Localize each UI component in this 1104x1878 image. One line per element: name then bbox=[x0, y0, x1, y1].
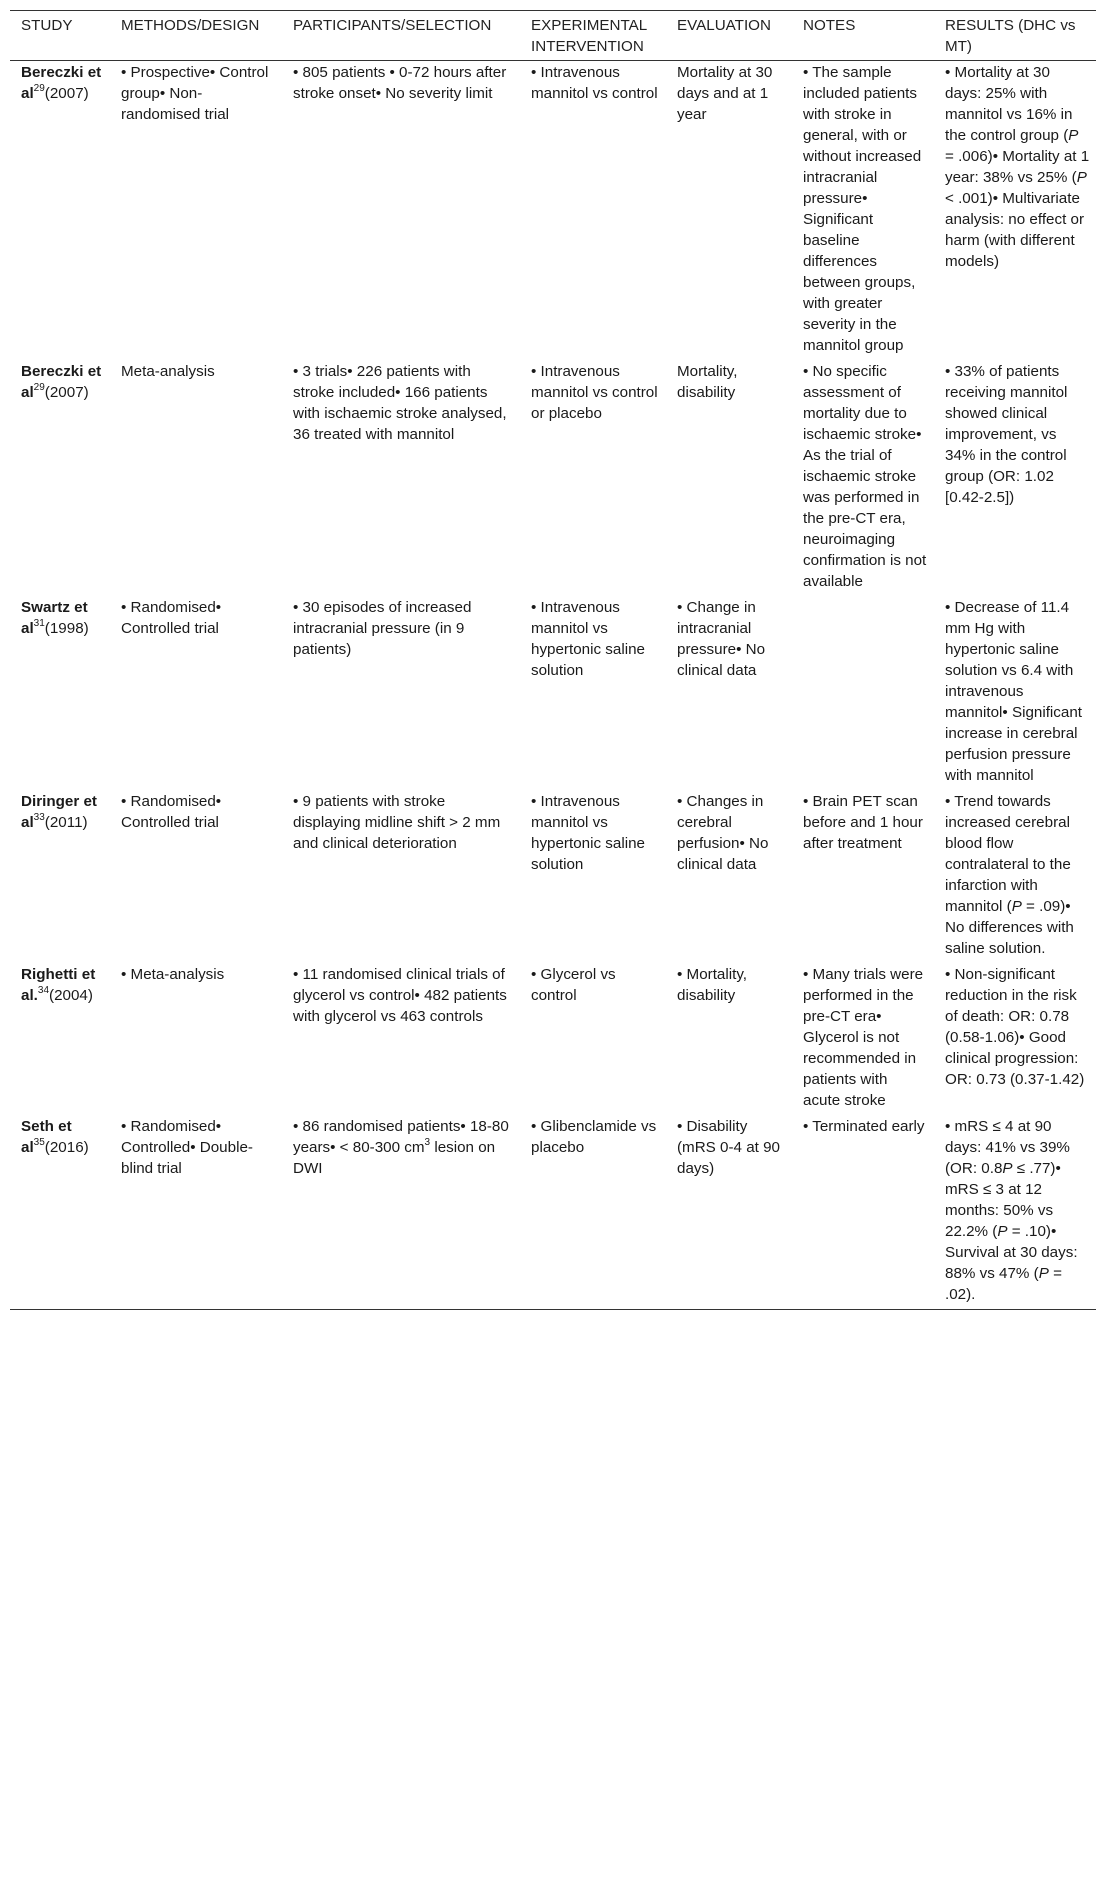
evaluation-cell: • Mortality, disability bbox=[677, 966, 748, 1004]
notes-cell: • Many trials were performed in the pre-CT era• Glycerol is not recommended in patients with acute stroke bbox=[803, 966, 924, 1109]
results-cell: • Non-significant reduction in the risk of death: OR: 0.78 (0.58-1.06)• Good clinical progression: OR: 0.73 (0.37-1.42) bbox=[945, 966, 1085, 1088]
methods-cell: • Meta-analysis bbox=[121, 966, 225, 983]
study-ref: 35 bbox=[33, 1136, 45, 1148]
study-cell bbox=[10, 360, 110, 596]
notes-cell: • The sample included patients with stroke in general, with or without increased intracranial pressure• Significant baseline differences between groups, with greater severity in the mannitol group bbox=[803, 64, 922, 354]
results-cell: • Mortality at 30 days: 25% with mannitol vs 16% in the control group (P = .006)• Mortality at 1 year: 38% vs 25% (P < .001)• Multivariate analysis: no effect or harm (with different models) bbox=[945, 64, 1090, 270]
evaluation-cell: Mortality, disability bbox=[677, 363, 738, 401]
participants-cell: • 11 randomised clinical trials of glycerol vs control• 482 patients with glycerol vs 463 controls bbox=[293, 966, 507, 1025]
table-row bbox=[10, 596, 1096, 790]
study-name: Swartz et al bbox=[21, 599, 88, 637]
methods-cell: • Prospective• Control group• Non-randomised trial bbox=[121, 64, 269, 123]
study-year: (2011) bbox=[44, 814, 88, 831]
notes-cell: • Brain PET scan before and 1 hour after treatment bbox=[803, 793, 923, 852]
evaluation-cell: • Disability (mRS 0-4 at 90 days) bbox=[677, 1118, 780, 1177]
participants-cell: • 30 episodes of increased intracranial pressure (in 9 patients) bbox=[293, 599, 472, 658]
studies-table bbox=[10, 10, 1096, 1310]
header-results: RESULTS (DHC vs MT) bbox=[945, 17, 1076, 55]
participants-cell: • 805 patients • 0-72 hours after stroke onset• No severity limit bbox=[293, 64, 507, 102]
methods-cell: Meta-analysis bbox=[121, 363, 215, 380]
results-cell: • mRS ≤ 4 at 90 days: 41% vs 39% (OR: 0.8P ≤ .77)• mRS ≤ 3 at 12 months: 50% vs 22.2% (P = .10)• Survival at 30 days: 88% vs 47% (P = .02). bbox=[945, 1118, 1078, 1303]
study-cell bbox=[10, 61, 110, 361]
methods-cell: • Randomised• Controlled• Double-blind trial bbox=[121, 1118, 253, 1177]
table-row bbox=[10, 61, 1096, 361]
study-cell bbox=[10, 596, 110, 790]
intervention-cell: • Intravenous mannitol vs hypertonic saline solution bbox=[531, 599, 645, 679]
header-participants: PARTICIPANTS/SELECTION bbox=[293, 17, 492, 34]
intervention-cell: • Intravenous mannitol vs hypertonic saline solution bbox=[531, 793, 645, 873]
study-year: (2007) bbox=[44, 384, 89, 401]
evaluation-cell: • Change in intracranial pressure• No clinical data bbox=[677, 599, 766, 679]
table-header bbox=[10, 11, 1096, 61]
results-cell: • Decrease of 11.4 mm Hg with hypertonic saline solution vs 6.4 with intravenous mannitol• Significant increase in cerebral perfusion pressure with mannitol bbox=[945, 599, 1083, 784]
study-name: Seth et al bbox=[21, 1118, 72, 1156]
study-ref: 31 bbox=[33, 617, 45, 629]
study-name: Diringer et al bbox=[21, 793, 97, 831]
methods-cell: • Randomised• Controlled trial bbox=[121, 793, 222, 831]
intervention-cell: • Glycerol vs control bbox=[531, 966, 616, 1004]
notes-cell: • No specific assessment of mortality due to ischaemic stroke• As the trial of ischaemic stroke was performed in the pre-CT era, neuroimaging confirmation is not available bbox=[803, 363, 927, 590]
study-year: (2007) bbox=[44, 85, 89, 102]
study-year: (2004) bbox=[49, 987, 93, 1004]
study-name: Bereczki et al bbox=[21, 64, 102, 102]
methods-cell: • Randomised• Controlled trial bbox=[121, 599, 222, 637]
participants-cell: • 9 patients with stroke displaying midline shift > 2 mm and clinical deterioration bbox=[293, 793, 501, 852]
table-row bbox=[10, 1115, 1096, 1310]
participants-cell: • 86 randomised patients• 18-80 years• < 80-300 $cm^3$ lesion on DWI bbox=[293, 1118, 509, 1177]
header-study: STUDY bbox=[21, 17, 73, 34]
study-name: Bereczki et al bbox=[21, 363, 102, 401]
intervention-cell: • Glibenclamide vs placebo bbox=[531, 1118, 657, 1156]
notes-cell bbox=[792, 596, 934, 790]
study-cell bbox=[10, 1115, 110, 1310]
study-ref: 33 bbox=[33, 811, 45, 823]
study-cell bbox=[10, 790, 110, 963]
table-body bbox=[10, 61, 1096, 1310]
results-cell: • 33% of patients receiving mannitol showed clinical improvement, vs 34% in the control group (OR: 1.02 [0.42-2.5]) bbox=[945, 363, 1068, 506]
header-evaluation: EVALUATION bbox=[677, 17, 771, 34]
header-row bbox=[10, 11, 1096, 61]
study-year: (1998) bbox=[44, 620, 89, 637]
study-ref: 34 bbox=[37, 984, 50, 996]
study-name: Righetti et al. bbox=[21, 966, 96, 1004]
header-notes: NOTES bbox=[803, 17, 856, 34]
participants-cell: • 3 trials• 226 patients with stroke included• 166 patients with ischaemic stroke analysed, 36 treated with mannitol bbox=[293, 363, 507, 443]
evaluation-cell: • Changes in cerebral perfusion• No clinical data bbox=[677, 793, 769, 873]
intervention-cell: • Intravenous mannitol vs control bbox=[531, 64, 658, 102]
intervention-cell: • Intravenous mannitol vs control or placebo bbox=[531, 363, 658, 422]
header-intervention: EXPERIMENTAL INTERVENTION bbox=[531, 17, 647, 55]
study-ref: 29 bbox=[33, 82, 45, 94]
results-cell: • Trend towards increased cerebral blood flow contralateral to the infarction with mannitol (P = .09)• No differences with saline solution. bbox=[945, 793, 1074, 957]
table-row bbox=[10, 360, 1096, 596]
study-year: (2016) bbox=[44, 1139, 89, 1156]
header-methods: METHODS/DESIGN bbox=[121, 17, 260, 34]
notes-cell: • Terminated early bbox=[803, 1118, 925, 1135]
evaluation-cell: Mortality at 30 days and at 1 year bbox=[677, 64, 773, 123]
table-row bbox=[10, 963, 1096, 1115]
table-row bbox=[10, 790, 1096, 963]
study-cell bbox=[10, 963, 110, 1115]
study-ref: 29 bbox=[33, 381, 45, 393]
